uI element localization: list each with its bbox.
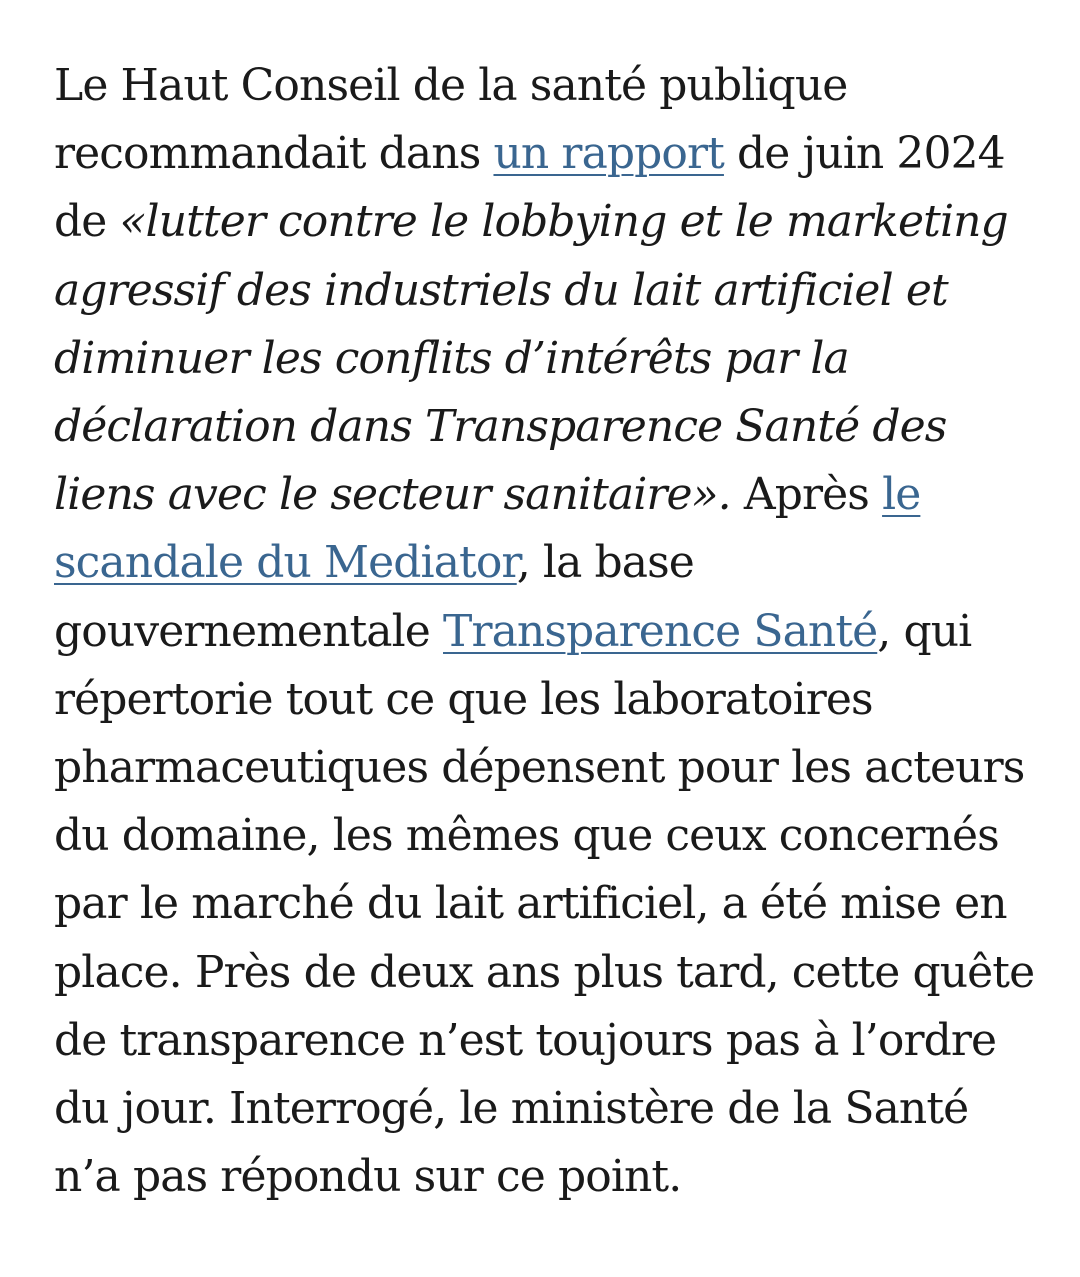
- paragraph-text: Le Haut Conseil de la santé publique recommandait dans: [54, 60, 848, 180]
- paragraph-text: Après: [730, 469, 883, 521]
- paragraph-text: , qui répertorie tout ce que les laboratoires pharmaceutiques dépensent pour les acteurs du domaine, les mêmes que ceux concernés par le marché du lait artificiel, a été mise en place. Près de deux ans plus tard, cette quête de transparence n’est toujours pas à l’ordre du jour. Interrogé, le ministère de la Santé n’a pas répondu sur ce point.: [54, 605, 1035, 1203]
- link-un-rapport[interactable]: un rapport: [493, 128, 724, 180]
- paragraph-text: de juin 2024 de: [54, 128, 1005, 248]
- link-scandale-mediator[interactable]: le scandale du Mediator: [54, 469, 921, 589]
- quote-text: «lutter contre le lobbying et le marketing agressif des industriels du lait artificiel et diminuer les conflits d’intérêts par la déclaration dans Transparence Santé des liens avec le secteur sanitaire».: [54, 196, 1008, 521]
- paragraph-text: , la base gouvernementale: [54, 537, 694, 657]
- article-body: [54, 52, 1044, 1211]
- article-paragraph: [54, 52, 1044, 1211]
- link-transparence-sante[interactable]: Transparence Santé: [443, 605, 878, 657]
